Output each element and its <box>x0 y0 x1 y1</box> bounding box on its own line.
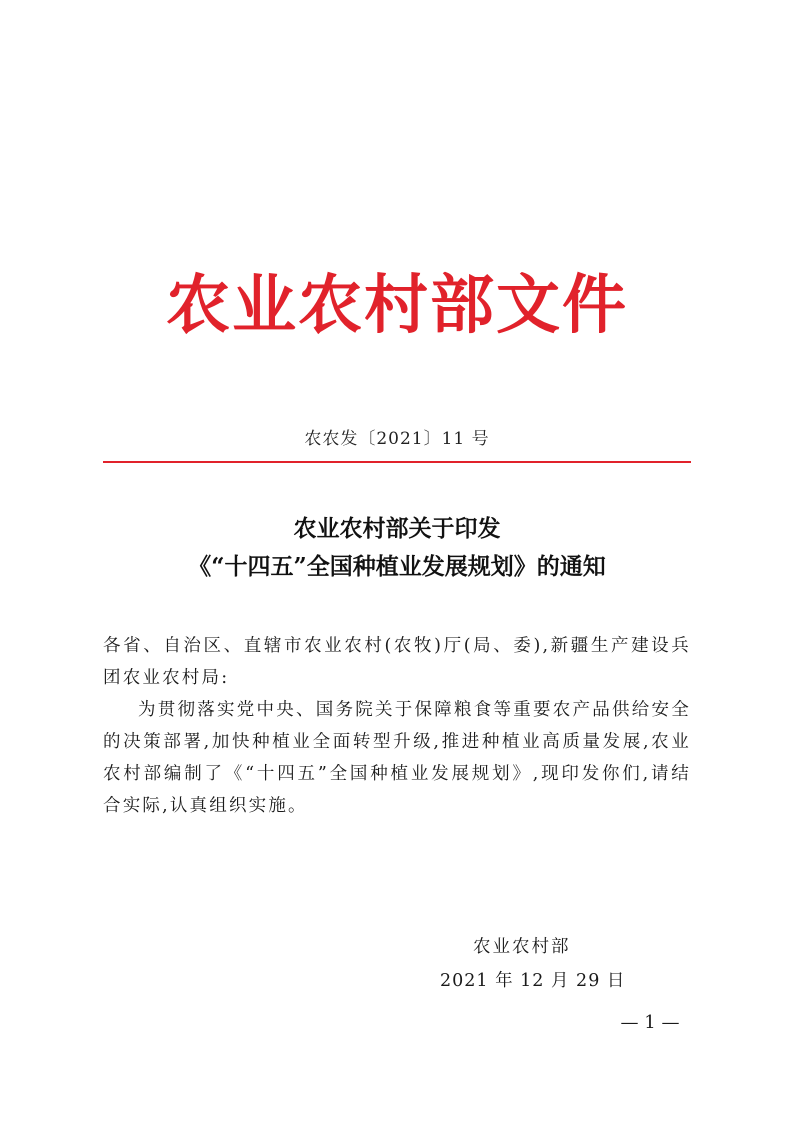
document-number: 农农发〔2021〕11 号 <box>304 429 490 449</box>
signature-block <box>430 930 640 998</box>
page-number: — 1 — <box>620 1012 680 1033</box>
signature-organization: 农业农村部 <box>473 937 571 957</box>
document-masthead: 农业农村部文件 <box>166 268 628 343</box>
red-separator-line <box>103 461 691 463</box>
document-title <box>0 510 794 586</box>
salutation: 各省、自治区、直辖市农业农村(农牧)厅(局、委),新疆生产建设兵团农业农村局: <box>103 636 691 688</box>
document-body <box>103 630 691 822</box>
document-title-line-1: 农业农村部关于印发 <box>293 515 501 542</box>
body-paragraph: 为贯彻落实党中央、国务院关于保障粮食等重要农产品供给安全的决策部署,加快种植业全面转型升级,推进种植业高质量发展,农业农村部编制了《“十四五”全国种植业发展规划》,现印发你们,请结合实际,认真组织实施。 <box>103 700 691 816</box>
signature-date: 2021 年 12 月 29 日 <box>440 971 626 991</box>
document-title-line-2: 《“十四五”全国种植业发展规划》的通知 <box>188 553 606 580</box>
